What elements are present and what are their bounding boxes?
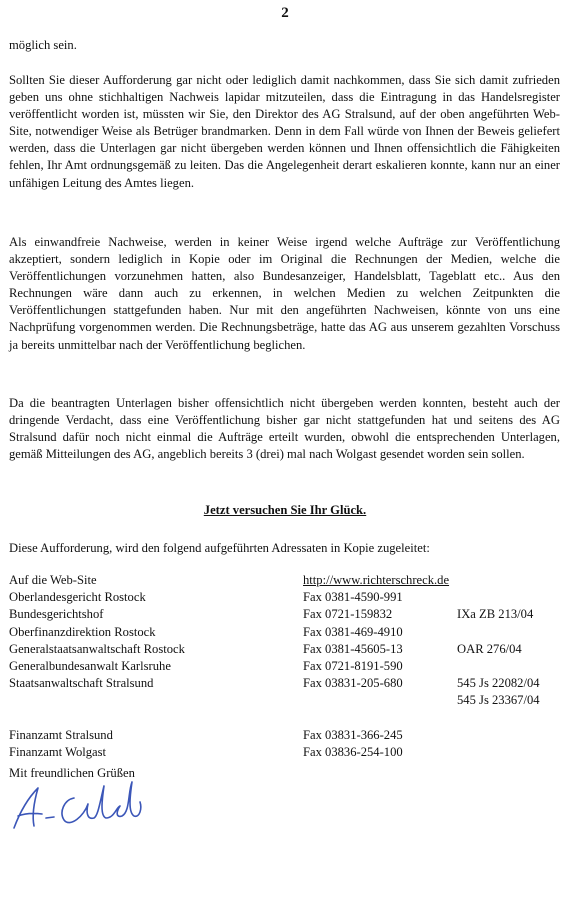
recipient-name: Staatsanwaltschaft Stralsund [9, 676, 154, 691]
recipient-fax: Fax 0381-45605-13 [303, 641, 403, 656]
recipient-row [9, 744, 564, 761]
recipient-list [9, 572, 564, 761]
recipient-reference: OAR 276/04 [457, 641, 522, 656]
recipient-name: Bundesgerichtshof [9, 607, 104, 622]
continuation-text: möglich sein. [9, 38, 77, 52]
recipient-reference: 545 Js 23367/04 [457, 693, 540, 708]
paragraph-text: Als einwandfreie Nachweise, werden in keiner Weise irgend welche Aufträge zur Veröffentlichung akzeptiert, sondern lediglich in Kopie oder im Original die Rechnungen der Medien, welche die Veröffentlichungen vorzunehmen hatten, also Bundesanzeiger, Handelsblatt, Tageblatt etc.. Aus den Rechnungen wäre dann auch zu erkennen, in welchen Medien zu welchen Zeitpunkten die Veröffentlichungen stattgefunden haben. Nur mit den angeführten Nachweisen, könnte von uns eine Nachprüfung vorgenommen werden. Die Rechnungsbeträge, hatte das AG aus unserem gezahlten Vorschuss ja bereits unmittelbar nach der Veröffentlichung beglichen. [9, 235, 560, 352]
recipient-fax: Fax 03831-366-245 [303, 727, 403, 742]
recipient-name: Generalstaatsanwaltschaft Rostock [9, 641, 185, 656]
paragraph-3 [9, 395, 560, 463]
handwritten-signature [4, 772, 154, 834]
paragraph-1 [9, 72, 560, 192]
recipient-name: Finanzamt Stralsund [9, 727, 113, 742]
recipient-row [9, 692, 564, 709]
recipient-name: Generalbundesanwalt Karlsruhe [9, 658, 171, 673]
recipient-name: Oberfinanzdirektion Rostock [9, 624, 156, 639]
continuation-line [9, 37, 560, 54]
recipient-name: Finanzamt Wolgast [9, 744, 107, 759]
recipient-reference: IXa ZB 213/04 [457, 607, 534, 622]
recipient-row [9, 624, 564, 641]
recipient-fax: Fax 03831-205-680 [303, 676, 403, 691]
recipient-row [9, 606, 564, 623]
paragraph-text: Sollten Sie dieser Aufforderung gar nicht oder lediglich damit nachkommen, dass Sie sich damit zufrieden geben uns ohne stichhaltigen Nachweis lapidar mitzuteilen, dass die Eintragung in das Handelsregister veröffentlicht worden ist, müssten wir Sie, den Direktor des AG Stralsund, auf der oben angeführten Web-Site, notwendiger Weise als Betrüger brandmarken. Denn in dem Fall würde von Ihnen der Beweis geliefert werden, dass die Unterlagen gar nicht übergeben werden können und Ihnen offensichtlich die Fähigkeiten fehlen, Ihr Amt ordnungsgemäß zu leiten. Das die Angelegenheit derart eskalieren konnte, kann nur an einer unfähigen Leitung des Amtes liegen. [9, 73, 560, 190]
recipient-row [9, 589, 564, 606]
recipient-row [9, 727, 564, 744]
recipient-fax: Fax 0381-4590-991 [303, 590, 403, 605]
recipient-reference: 545 Js 22082/04 [457, 676, 540, 691]
recipient-fax: Fax 0721-159832 [303, 607, 393, 622]
recipient-row [9, 641, 564, 658]
paragraph-text: Da die beantragten Unterlagen bisher offensichtlich nicht übergeben werden konnten, besteht auch der dringende Verdacht, dass eine Veröffentlichung bisher gar nicht stattgefunden hat und seitens des AG Stralsund dafür noch nicht einmal die Aufträge erteilt wurden, obwohl die entsprechenden Unterlagen, gemäß Mitteilungen des AG, angeblich bereits 3 (drei) mal nach Wolgast gesendet worden sein sollen. [9, 396, 560, 462]
page-number: 2 [281, 5, 289, 21]
paragraph-2 [9, 234, 560, 354]
recipient-name: Auf die Web-Site [9, 573, 97, 587]
recipient-fax: Fax 03836-254-100 [303, 744, 403, 759]
closing-salutation: Mit freundlichen Grüßen [9, 766, 135, 780]
section-heading: Jetzt versuchen Sie Ihr Glück. [203, 503, 367, 517]
website-link[interactable]: http://www.richterschreck.de [303, 573, 450, 587]
recipient-fax: Fax 0721-8191-590 [303, 658, 403, 673]
recipient-fax: Fax 0381-469-4910 [303, 624, 403, 639]
recipients-intro [9, 540, 560, 557]
recipient-row [9, 658, 564, 675]
recipient-row [9, 572, 564, 589]
recipient-name: Oberlandesgericht Rostock [9, 590, 146, 605]
intro-text: Diese Aufforderung, wird den folgend aufgeführten Adressaten in Kopie zugeleitet: [9, 541, 430, 555]
recipient-row [9, 675, 564, 692]
